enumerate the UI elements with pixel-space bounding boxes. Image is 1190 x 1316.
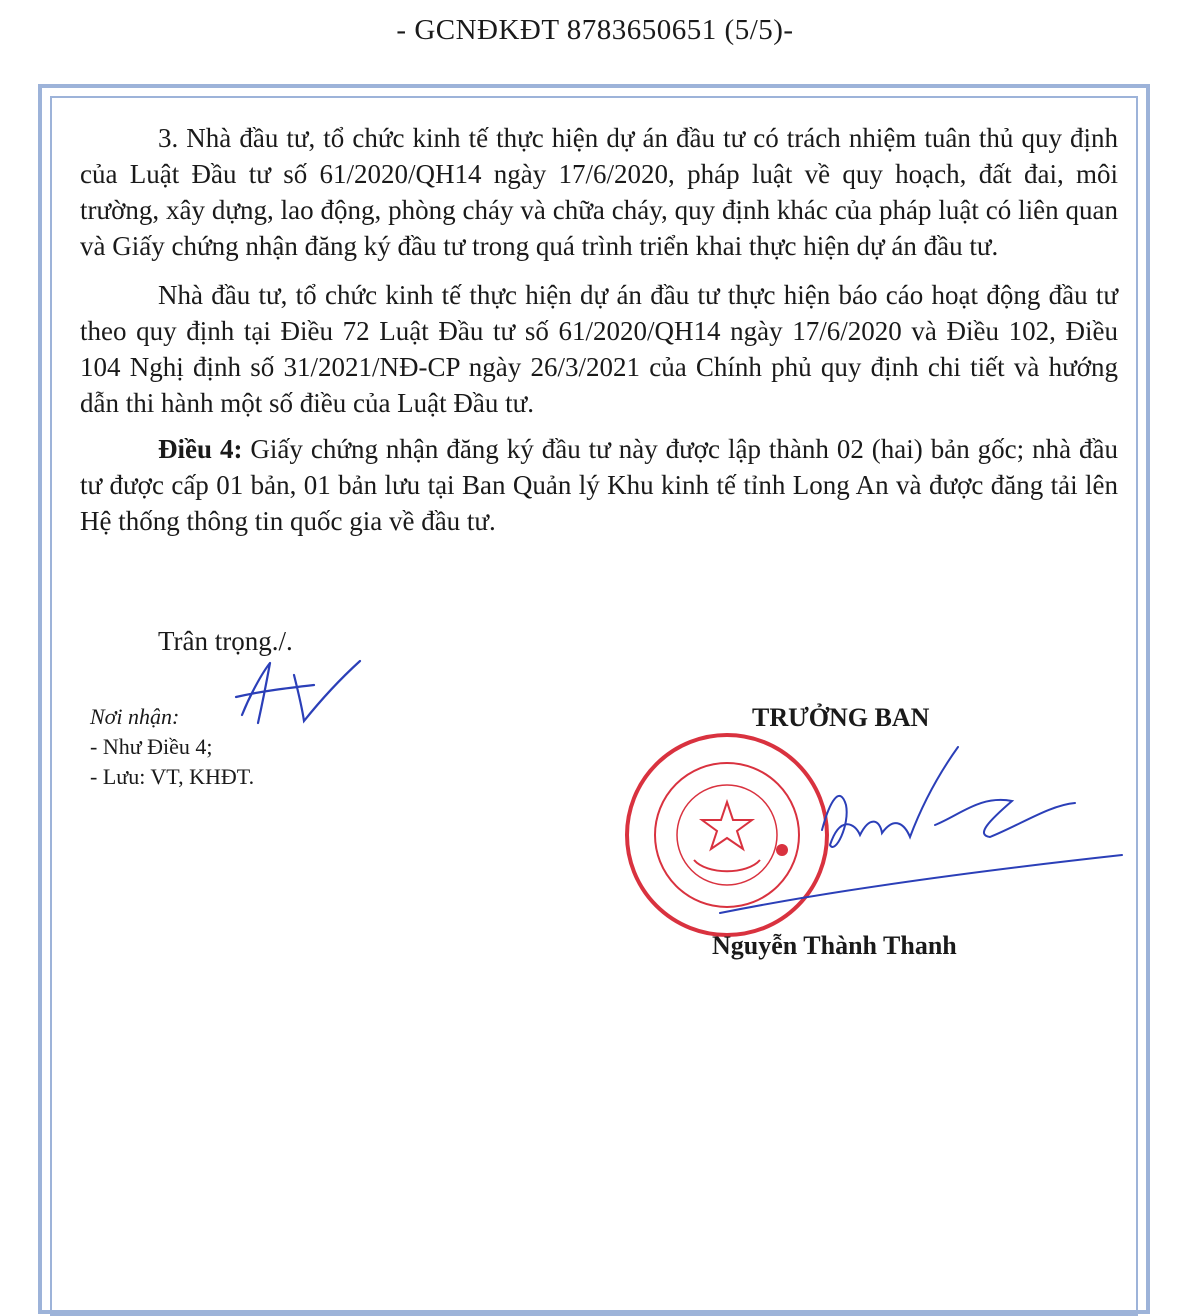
article-4-label: Điều 4: <box>158 434 243 464</box>
director-signature <box>690 745 1130 925</box>
salutation: Trân trọng./. <box>158 626 293 656</box>
article-4-paragraph <box>80 431 1118 539</box>
signer-title: TRƯỞNG BAN <box>752 703 930 732</box>
clause-3-paragraph: 3. Nhà đầu tư, tổ chức kinh tế thực hiện dự án đầu tư có trách nhiệm tuân thủ quy định của Luật Đầu tư số 61/2020/QH14 ngày 17/6/2020, pháp luật về quy hoạch, đất đai, môi trường, xây dựng, lao động, phòng cháy và chữa cháy, quy định khác của pháp luật có liên quan và Giấy chứng nhận đăng ký đầu tư trong quá trình triển khai thực hiện dự án đầu tư. <box>80 123 1118 261</box>
document-number-header: - GCNĐKĐT 8783650651 (5/5)- <box>396 14 794 46</box>
document-body <box>80 120 1118 552</box>
recipients-block <box>90 702 254 792</box>
recipient-item: - Như Điều 4; <box>90 734 213 759</box>
recipients-title: Nơi nhận: <box>90 704 180 729</box>
signer-name: Nguyễn Thành Thanh <box>712 931 957 960</box>
reporting-paragraph: Nhà đầu tư, tổ chức kinh tế thực hiện dự án đầu tư thực hiện báo cáo hoạt động đầu tư theo quy định tại Điều 72 Luật Đầu tư số 61/2020/QH14 ngày 17/6/2020 và Điều 102, Điều 104 Nghị định số 31/2021/NĐ-CP ngày 26/3/2021 của Chính phủ quy định chi tiết và hướng dẫn thi hành một số điều của Luật Đầu tư. <box>80 280 1118 418</box>
recipient-item: - Lưu: VT, KHĐT. <box>90 764 255 789</box>
article-4-text: Giấy chứng nhận đăng ký đầu tư này được lập thành 02 (hai) bản gốc; nhà đầu tư được cấp 01 bản, 01 bản lưu tại Ban Quản lý Khu kinh tế tỉnh Long An và được đăng tải lên Hệ thống thông tin quốc gia về đầu tư. <box>80 434 1118 536</box>
